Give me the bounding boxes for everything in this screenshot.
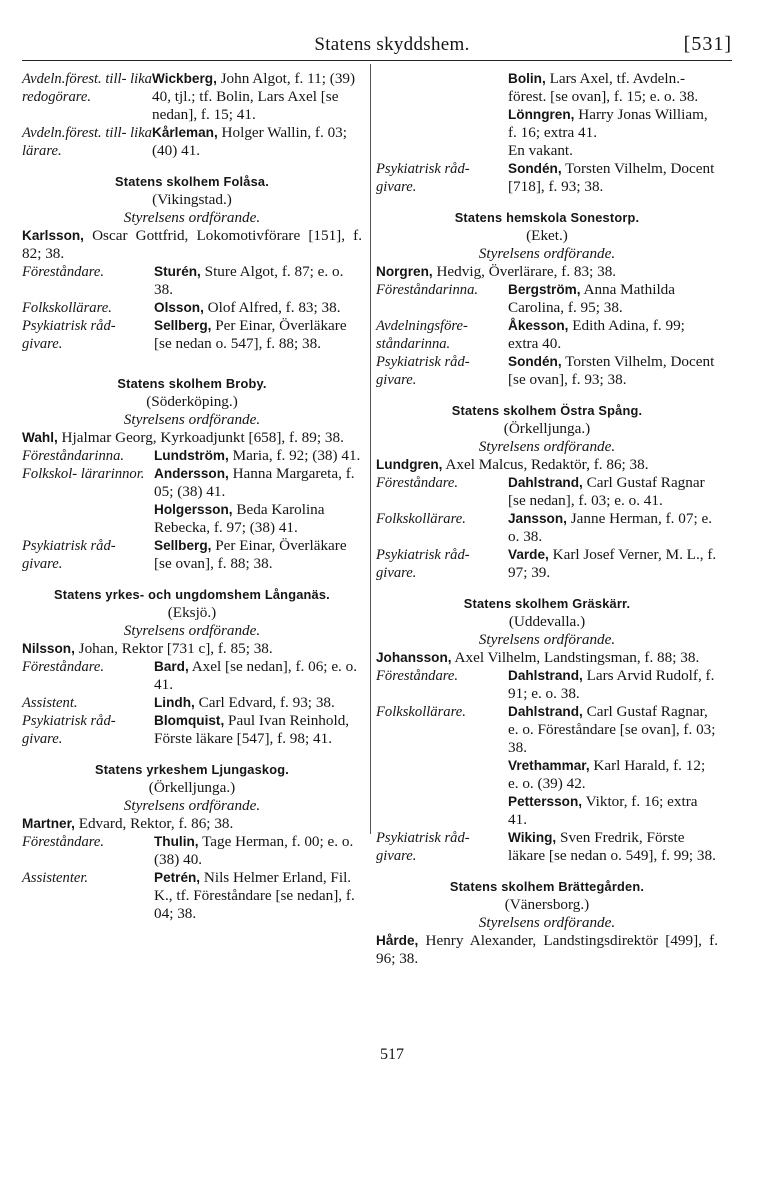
surname: Sondén, [508,161,562,176]
role-label: Assistent. [22,695,78,711]
role-label: Föreståndare. [22,264,105,280]
surname: Dahlstrand, [508,475,583,490]
surname: Pettersson, [508,794,583,809]
staff-entry [376,510,718,546]
person-entry [152,70,362,124]
section-title: Statens skolhem Gräskärr. [463,596,631,611]
section-location: (Söderköping.) [146,393,238,410]
person-details: Axel Vilhelm, Landstingsman, f. 88; 38. [454,649,700,666]
person-entry [154,658,362,694]
section-langanas [22,586,362,748]
person-details: Olof Alfred, f. 83; 38. [207,299,341,316]
person-details: John Algot, f. 11; (39) 40, tjl.; tf. Bolin, Lars Axel [se nedan], f. 15; 41. [152,70,356,123]
section-continued-left [22,70,362,160]
person-entry [508,281,718,317]
person-details: Torsten Vilhelm, Docent [718], f. 93; 38. [508,160,715,195]
person-details: Sture Algot, f. 87; e. o. 38. [154,263,344,298]
person-details: Karl Harald, f. 12; e. o. (39) 42. [508,757,706,792]
person-entry [508,160,718,196]
right-column [376,70,718,968]
surname: Karlsson, [22,228,84,243]
section-title: Statens skolhem Broby. [117,376,267,391]
staff-entry [22,712,362,748]
surname: Kårleman, [152,125,218,140]
person-details: Sven Fredrik, Förste läkare [se nedan o. 549], f. 99; 38. [508,829,716,864]
surname: Sondén, [508,354,562,369]
person-details: Tage Herman, f. 00; e. o. (38) 40. [154,833,354,868]
surname: Thulin, [154,834,199,849]
role-label: Psykiatrisk råd- givare. [22,538,116,572]
staff-entry [22,263,362,299]
staff-entry [22,658,362,694]
column-divider [370,64,371,834]
surname: Olsson, [154,300,204,315]
role-label: Psykiatrisk råd- givare. [22,318,116,352]
section-subtitle: Styrelsens ordförande. [478,245,616,262]
person-entry [508,829,718,865]
section-graskarr [376,595,718,865]
staff-entry [22,317,362,353]
surname: Holgersson, [154,502,233,517]
person-details: Lars Axel, tf. Avdeln.-förest. [se ovan], f. 15; e. o. 38. [508,70,699,105]
role-label: Föreståndare. [22,659,105,675]
surname: Hårde, [376,933,419,948]
person-entry [508,70,718,106]
person-entry [154,712,362,748]
staff-entry [376,106,718,142]
person-details: Axel [se nedan], f. 06; e. o. 41. [154,658,358,693]
person-details: Torsten Vilhelm, Docent [se ovan], f. 93; 38. [508,353,715,388]
person-details: Anna Mathilda Carolina, f. 95; 38. [508,281,676,316]
role-label: Psykiatrisk råd- givare. [376,830,470,864]
person-details: Edvard, Rektor, f. 86; 38. [78,815,234,832]
role-label: Folkskollärare. [376,511,466,527]
surname: Jansson, [508,511,567,526]
surname: Norgren, [376,264,433,279]
section-subtitle: Styrelsens ordförande. [478,914,616,931]
surname: Wickberg, [152,71,217,86]
surname: Sellberg, [154,318,212,333]
person-details: Carl Edvard, f. 93; 38. [198,694,335,711]
surname: Petrén, [154,870,201,885]
staff-entry [376,546,718,582]
surname: Dahlstrand, [508,668,583,683]
section-ostra-spang [376,402,718,582]
person-entry [508,317,718,353]
chair-entry [22,815,362,833]
section-title: Statens skolhem Östra Spång. [451,403,643,418]
section-title: Statens hemskola Sonestorp. [454,210,640,225]
staff-entry [22,694,362,712]
chair-entry [22,227,362,263]
surname: Johansson, [376,650,452,665]
person-entry [154,299,362,317]
staff-entry [376,474,718,510]
role-label: Psykiatrisk råd- givare. [22,713,116,747]
person-details: Paul Ivan Reinhold, Förste läkare [547], f. 98; 41. [154,712,350,747]
section-location: (Örkelljunga.) [148,779,236,796]
person-details: Oscar Gottfrid, Lokomotivförare [151], f. 82; 38. [22,227,362,262]
staff-entry [376,142,718,160]
person-details: Harry Jonas William, f. 16; extra 41. [508,106,708,141]
person-entry [154,317,362,353]
chair-entry [376,649,718,667]
staff-entry [376,757,718,793]
section-location: (Örkelljunga.) [503,420,591,437]
section-broby [22,375,362,573]
staff-entry [376,317,718,353]
surname: Dahlstrand, [508,704,583,719]
surname: Blomquist, [154,713,225,728]
chair-entry [22,429,362,447]
role-label: Föreståndare. [22,834,105,850]
surname: Lundgren, [376,457,443,472]
person-entry [508,510,718,546]
person-details: Carl Gustaf Ragnar, e. o. Föreståndare [se ovan], f. 03; 38. [508,703,716,756]
person-details: Hedvig, Överlärare, f. 83; 38. [436,263,617,280]
role-label: Föreståndarinna. [22,448,125,464]
person-details: Karl Josef Verner, M. L., f. 97; 39. [508,546,717,581]
surname: Åkesson, [508,318,569,333]
surname: Sturén, [154,264,201,279]
person-details: Hjalmar Georg, Kyrkoadjunkt [658], f. 89; 38. [61,429,344,446]
person-entry [508,106,718,142]
section-location: (Vikingstad.) [152,191,232,208]
staff-entry [22,465,362,501]
section-continued-right [376,70,718,196]
person-details: Nils Helmer Erland, Fil. K., tf. Föreståndare [se nedan], f. 04; 38. [154,869,355,922]
page-header-number: [531] [683,33,732,55]
person-details: En vakant. [508,142,573,159]
surname: Martner, [22,816,75,831]
role-label: Folkskol- lärarinnor. [22,466,145,482]
person-entry [154,869,362,923]
person-entry [154,263,362,299]
person-details: Carl Gustaf Ragnar [se nedan], f. 03; e. o. 41. [508,474,705,509]
person-details: Viktor, f. 16; extra 41. [508,793,698,828]
person-entry [508,353,718,389]
surname: Andersson, [154,466,229,481]
surname: Bergström, [508,282,581,297]
role-label: Föreståndare. [376,475,459,491]
person-details: Hanna Margareta, f. 05; (38) 41. [154,465,355,500]
person-details: Maria, f. 92; (38) 41. [232,447,361,464]
surname: Sellberg, [154,538,212,553]
section-subtitle: Styrelsens ordförande. [478,631,616,648]
staff-entry [376,703,718,757]
person-details: Holger Wallin, f. 03; (40) 41. [152,124,347,159]
person-entry [508,757,718,793]
role-label: Folkskollärare. [376,704,466,720]
role-label: Assistenter. [22,870,89,886]
chair-entry [376,456,718,474]
role-label: Psykiatrisk råd- givare. [376,354,470,388]
staff-entry [22,869,362,923]
person-entry [154,537,362,573]
person-entry [154,501,362,537]
chair-entry [22,640,362,658]
staff-entry [376,829,718,865]
header-rule [22,60,732,61]
person-entry [508,474,718,510]
person-entry [508,142,718,160]
staff-entry [22,124,362,160]
staff-entry [376,353,718,389]
section-subtitle: Styrelsens ordförande. [123,622,261,639]
page-header-title: Statens skyddshem. [314,34,470,55]
surname: Bolin, [508,71,546,86]
role-label: Folkskollärare. [22,300,112,316]
section-location: (Eket.) [526,227,568,244]
person-entry [154,447,362,465]
staff-entry [376,281,718,317]
section-title: Statens yrkeshem Ljungaskog. [94,762,290,777]
staff-entry [22,537,362,573]
section-title: Statens skolhem Folåsa. [115,174,269,189]
person-entry [508,667,718,703]
surname: Lindh, [154,695,195,710]
staff-entry [376,160,718,196]
role-label: Avdeln.förest. till- lika redogörare. [22,71,152,105]
role-label: Avdelningsföre- ståndarinna. [376,318,468,352]
staff-entry [376,667,718,703]
section-location: (Uddevalla.) [508,613,586,630]
section-location: (Eksjö.) [167,604,217,621]
section-subtitle: Styrelsens ordförande. [478,438,616,455]
section-brattegarden [376,878,718,968]
person-details: Per Einar, Överläkare [se ovan], f. 88; 38. [154,537,347,572]
staff-entry [22,70,362,124]
surname: Bard, [154,659,189,674]
surname: Wiking, [508,830,557,845]
section-subtitle: Styrelsens ordförande. [123,411,261,428]
section-ljungaskog [22,761,362,923]
section-folasa [22,173,362,353]
staff-entry [376,70,718,106]
staff-entry [22,299,362,317]
surname: Vrethammar, [508,758,590,773]
role-label: Avdeln.förest. till- lika lärare. [22,125,152,159]
person-entry [152,124,362,160]
section-subtitle: Styrelsens ordförande. [123,209,261,226]
staff-entry [22,447,362,465]
person-entry [508,793,718,829]
chair-entry [376,932,718,968]
person-entry [508,703,718,757]
person-entry [154,465,362,501]
person-details: Beda Karolina Rebecka, f. 97; (38) 41. [154,501,325,536]
chair-entry [376,263,718,281]
person-details: Henry Alexander, Landstingsdirektör [499], f. 96; 38. [376,932,718,967]
surname: Nilsson, [22,641,75,656]
role-label: Föreståndarinna. [376,282,479,298]
section-subtitle: Styrelsens ordförande. [123,797,261,814]
role-label: Psykiatrisk råd- givare. [376,161,470,195]
person-details: Edith Adina, f. 99; extra 40. [508,317,685,352]
role-label: Psykiatrisk råd- givare. [376,547,470,581]
surname: Lönngren, [508,107,575,122]
section-sonestorp [376,209,718,389]
person-details: Axel Malcus, Redaktör, f. 86; 38. [445,456,649,473]
section-title: Statens skolhem Brättegården. [449,879,645,894]
page-footer-number: 517 [380,1046,404,1063]
surname: Lundström, [154,448,229,463]
person-entry [508,546,718,582]
role-label: Föreståndare. [376,668,459,684]
section-title: Statens yrkes- och ungdomshem Långanäs. [54,587,330,602]
person-entry [154,833,362,869]
left-column [22,70,362,923]
surname: Wahl, [22,430,58,445]
person-details: Lars Arvid Rudolf, f. 91; e. o. 38. [508,667,715,702]
surname: Varde, [508,547,549,562]
person-entry [154,694,362,712]
staff-entry [22,833,362,869]
staff-entry [22,501,362,537]
person-details: Johan, Rektor [731 c], f. 85; 38. [78,640,273,657]
section-location: (Vänersborg.) [504,896,590,913]
staff-entry [376,793,718,829]
person-details: Janne Herman, f. 07; e. o. 38. [508,510,713,545]
person-details: Per Einar, Överläkare [se nedan o. 547], f. 88; 38. [154,317,347,352]
